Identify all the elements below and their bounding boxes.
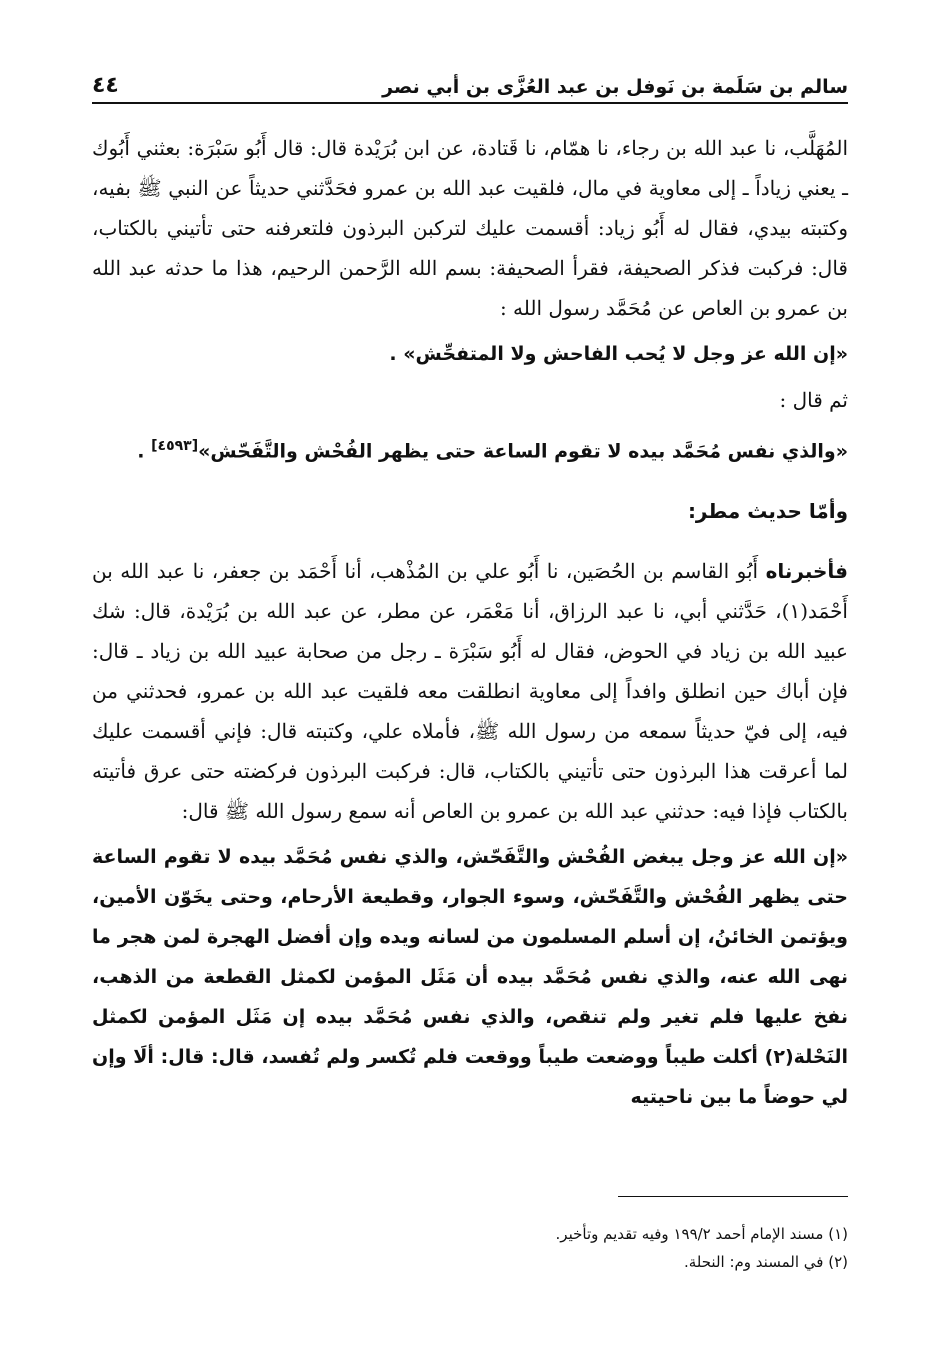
hadith-quote-2-text: «والذي نفس مُحَمَّد بيده لا تقوم الساعة حتى يظهر الفُحْش والتَّفَحّش» xyxy=(198,440,848,463)
paragraph-1: المُهَلَّب، نا عبد الله بن رجاء، نا همّام، نا قَتادة، عن ابن بُرَيْدة قال: قال أَبُو سَبْرَة: بعثني أَبُوك ـ يعني زياداً ـ إلى معاوية في مال، فلقيت عبد الله بن عمرو فحَدَّثني حديثاً عن النبي ﷺ بفيه، وكتبته بيدي، فقال له أَبُو زياد: أقسمت عليك لتركبن البرذون فلتعرفنه حتى تأتيني بالكتاب، قال: فركبت فذكر الصحيفة، فقرأ الصحيفة: بسم الله الرَّحمن الرحيم، هذا ما حدثه عبد الله بن عمرو بن العاص عن مُحَمَّد رسول الله : xyxy=(92,136,848,320)
footnote-separator xyxy=(618,1196,848,1197)
running-title: سالم بن سَلَمة بن نَوفل بن عبد العُزَّى بن أبي نصر xyxy=(382,76,848,98)
paragraph-2 xyxy=(92,551,848,831)
footnotes xyxy=(92,1220,848,1276)
hadith-quote-2 xyxy=(92,426,848,471)
hadith-quote-1: «إن الله عز وجل لا يُحب الفاحش ولا المتفحِّش» . xyxy=(389,343,848,365)
hadith-quote-2-end: . xyxy=(137,440,145,463)
hadith-reference-number: [٤٥٩٣] xyxy=(151,438,199,454)
then-said-line: ثم قال : xyxy=(779,388,848,412)
paragraph-2-text: أَبُو القاسم بن الحُصَين، نا أَبُو علي بن المُذْهب، أنا أَحْمَد بن جعفر، نا عبد الله بن أَحْمَد(١)، حَدَّثني أبي، نا عبد الرزاق، أنا مَعْمَر، عن مطر، عن عبد الله بن بُرَيْدة، قال: شك عبيد الله بن زياد في الحوض، فقال له أَبُو سَبْرَة ـ رجل من صحابة عبيد الله بن زياد ـ قال: فإن أباك حين انطلق وافداً إلى معاوية انطلقت معه فلقيت عبد الله بن عمرو، فحدثني من فيه، إلى فيّ حديثاً سمعه من رسول الله ﷺ، فأملاه علي، وكتبته قال: فإني أقسمت عليك لما أعرقت هذا البرذون حتى تأتيني بالكتاب، قال: فركبت البرذون فركضته حتى عرق فأتيته بالكتاب فإذا فيه: حدثني عبد الله بن عمرو بن العاص أنه سمع رسول الله ﷺ قال: xyxy=(92,559,848,824)
page-number: ٤٤ xyxy=(92,73,119,98)
section-heading: وأمّا حديث مطر: xyxy=(687,499,848,524)
hadith-quote-3: «إن الله عز وجل يبغض الفُحْش والتَّفَحّش، والذي نفس مُحَمَّد بيده لا تقوم الساعة حتى يظهر الفُحْش والتَّفَحّش، وسوء الجوار، وقطيعة الأرحام، وحتى يخَوّن الأمين، ويؤتمن الخائنُ، إن أسلم المسلمون من لسانه ويده وإن أفضل الهجرة لمن هجر ما نهى الله عنه، والذي نفس مُحَمَّد بيده أن مَثَل المؤمن لكمثل القطعة من الذهب، نفخ عليها فلم تغير ولم تنقص، والذي نفس مُحَمَّد بيده إن مَثَل المؤمن لكمثل النَحْلة(٢) أكلت طيباً ووضعت طيباً ووقعت فلم تُكسر ولم تُفسد، قال: قال: ألَا وإن لي حوضاً ما بين ناحيتيه xyxy=(92,846,848,1109)
footnote-1: (١) مسند الإمام أحمد ١٩٩/٢ وفيه تقديم وتأخير. xyxy=(555,1225,848,1243)
main-text xyxy=(92,128,848,1136)
paragraph-2-lead: فأخبرناه xyxy=(765,559,849,584)
page-header xyxy=(92,58,848,104)
footnote-2: (٢) في المسند وم: النحلة. xyxy=(683,1253,848,1271)
